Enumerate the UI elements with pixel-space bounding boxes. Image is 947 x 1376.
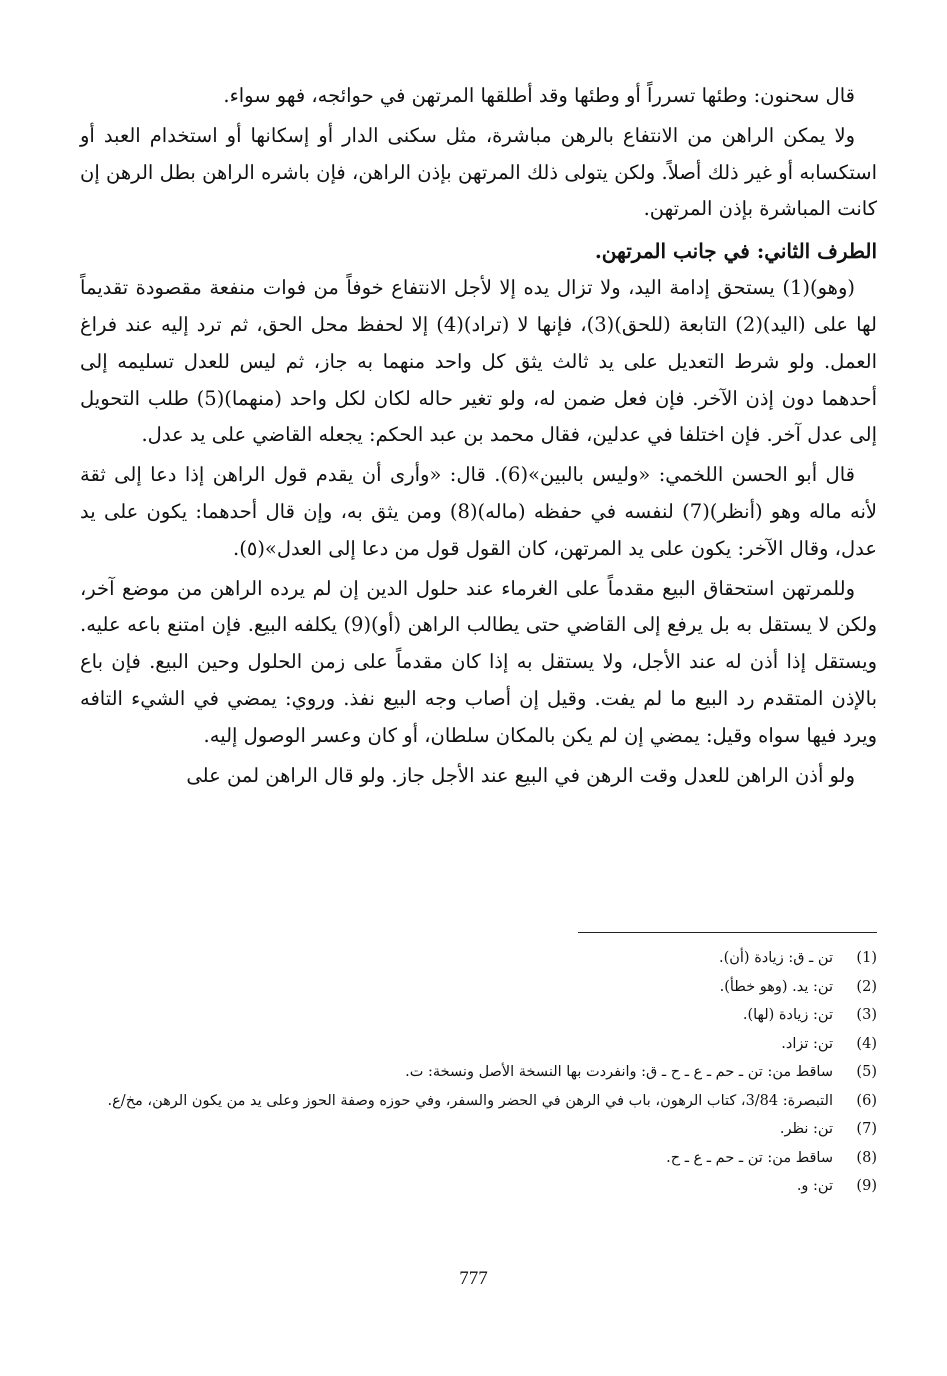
footnote-item <box>80 1060 877 1086</box>
footnote-text: التبصرة: 3/84، كتاب الرهون، باب في الرهن في الحضر والسفر، وفي حوزه وصفة الحوز وعلى يد من يكون الرهن، مخ/ع. <box>107 1092 833 1109</box>
footnote-number: (5) <box>856 1064 877 1080</box>
footnote-text: تن: زيادة (لها). <box>742 1007 833 1023</box>
footnote-number: (3) <box>856 1007 877 1023</box>
footnote-text: تن ـ ق: زيادة (أن). <box>718 950 833 966</box>
footnotes <box>80 946 877 1203</box>
footnote-item <box>80 1117 877 1143</box>
footnote-text: تن: تزاد. <box>781 1035 833 1052</box>
paragraph-2: ولا يمكن الراهن من الانتفاع بالرهن مباشرة، مثل سكنى الدار أو إسكانها أو استخدام العبد أو استكسابه أو غير ذلك أصلاً. ولكن يتولى ذلك المرتهن بإذن الراهن، فإن باشره الراهن بطل الرهن إن كانت المباشرة بإذن المرتهن. <box>80 123 877 221</box>
footnote-item <box>80 946 877 972</box>
footnote-text: تن: و. <box>796 1178 833 1194</box>
paragraph-1: قال سحنون: وطئها تسرراً أو وطئها وقد أطلقها المرتهن في حوائجه، فهو سواء. <box>223 84 855 107</box>
paragraph-4: قال أبو الحسن اللخمي: «وليس بالبين»(6). قال: «وأرى أن يقدم قول الراهن إذا دعا إلى ثقة لأنه ماله وهو (أنظر)(7) لنفسه في حفظه (ماله)(8) ومن يثق به، وإن قال أحدهما: يكون على يد عدل، وقال الآخر: يكون على يد المرتهن، كان القول قول من دعا إلى العدل»(٥). <box>80 463 878 560</box>
footnote-number: (2) <box>856 978 877 995</box>
footnote-number: (6) <box>856 1092 877 1109</box>
footnote-item <box>80 1032 877 1058</box>
footnote-number: (1) <box>856 950 877 966</box>
paragraph-6: ولو أذن الراهن للعدل وقت الرهن في البيع عند الأجل جاز. ولو قال الراهن لمن على <box>186 763 855 787</box>
footnote-number: (8) <box>856 1149 877 1166</box>
footnote-text: ساقط من: تن ـ حم ـ ع ـ ح. <box>666 1149 833 1166</box>
footnote-text: تن: نظر. <box>779 1121 833 1137</box>
footnote-item <box>80 1003 877 1029</box>
footnote-text: تن: يد. (وهو خطأ). <box>719 978 833 995</box>
footnote-text: ساقط من: تن ـ حم ـ ع ـ ح ـ ق: وانفردت بها النسخة الأصل ونسخة: ت. <box>405 1064 833 1080</box>
footnote-number: (9) <box>856 1178 877 1194</box>
footnote-item <box>80 1089 877 1115</box>
footnote-divider <box>578 932 877 933</box>
footnote-item <box>80 1174 877 1200</box>
footnote-item <box>80 1146 877 1172</box>
footnote-number: (7) <box>856 1121 877 1137</box>
footnote-item <box>80 975 877 1001</box>
paragraph-3: (وهو)(1) يستحق إدامة اليد، ولا تزال يده إلا لأجل الانتفاع خوفاً من فوات منفعة مقصودة تقديماً لها على (اليد)(2) التابعة (للحق)(3)، فإنها لا (تراد)(4) إلا لحفظ محل الحق، ثم ترد إليه عند فراغ العمل. ولو شرط التعديل على يد ثالث يثق كل واحد منهما به جاز، ثم ليس للعدل تسليمه إلى أحدهما دون إذن الآخر. فإن فعل ضمن له، ولو تغير حاله لكان لكل واحد (منهما)(5) طلب التحويل إلى عدل آخر. فإن اختلفا في عدلين، فقال محمد بن عبد الحكم: يجعله القاضي على يد عدل. <box>80 276 877 447</box>
page-body <box>80 78 877 797</box>
paragraph-5: وللمرتهن استحقاق البيع مقدماً على الغرماء عند حلول الدين إن لم يرده الراهن من موضع آخر، ولكن لا يستقل به بل يرفع إلى القاضي حتى يطالب الراهن (أو)(9) يكلفه البيع. فإن امتنع باعه عليه. ويستقل إذا أذن له عند الأجل، ولا يستقل به إذا كان مقدماً على زمن الحلول وحين البيع. فإن باع بالإذن المتقدم رد البيع ما لم يفت. وقيل إن أصاب وجه البيع نفذ. وروي: يمضي في الشيء التافه ويرد فيها سواه وقيل: يمضي إن لم يكن بالمكان سلطان، أو كان وعسر الوصول إليه. <box>80 576 878 747</box>
footnote-number: (4) <box>856 1035 877 1052</box>
section-heading: الطرف الثاني: في جانب المرتهن. <box>594 239 877 264</box>
page-number: 777 <box>459 1268 488 1289</box>
